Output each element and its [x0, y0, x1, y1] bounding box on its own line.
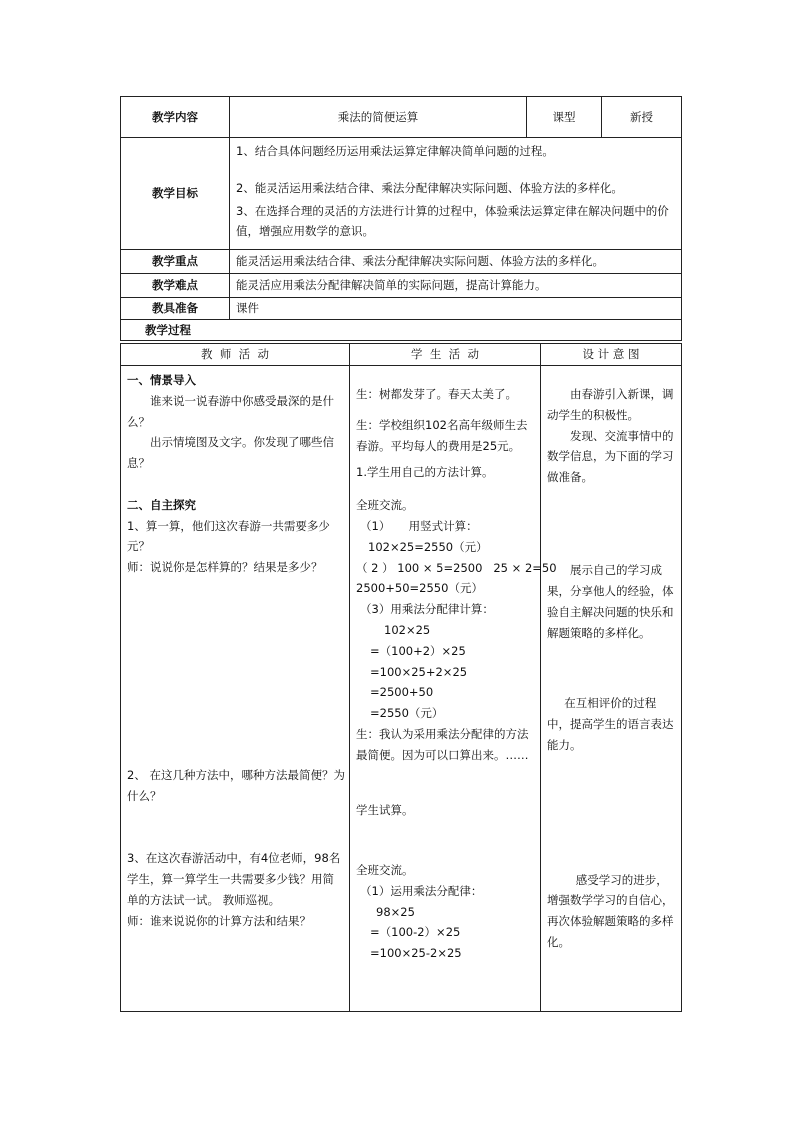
process-body-row [121, 366, 682, 1012]
section2-question3: 3、在这次春游活动中，有4位老师，98名学生，算一算学生一共需要多少钱？用简单的方法试一试。 教师巡视。 [127, 851, 341, 907]
teacher-activity-cell [121, 366, 350, 1012]
section1-question1: 谁来说一说春游中你感受最深的是什么？ [127, 393, 334, 429]
focus-row [121, 250, 682, 274]
n-method1-line2: =（100-2）×25 [370, 925, 461, 940]
design-intent-cell [541, 366, 682, 1012]
content-label: 教学内容 [121, 97, 230, 138]
type-value: 新授 [602, 97, 682, 138]
difficulty-row [121, 274, 682, 298]
method2-line2: 2500+50=2550（元） [356, 581, 483, 596]
student-activity-cell [350, 366, 557, 1012]
process-title-row [121, 320, 682, 341]
col-teacher-header: 教 师 活 动 [121, 344, 350, 366]
difficulty-label: 教学难点 [121, 274, 230, 298]
design-note1: 由春游引入新课，调动学生的积极性。 [547, 387, 674, 422]
n-method1-line1: 98×25 [376, 904, 415, 919]
design-note5: 感受学习的进步，增强数学学习的自信心，再次体验解题策略的多样化。 [547, 872, 674, 949]
focus-label: 教学重点 [121, 250, 230, 274]
method1-line: 102×25=2550（元） [368, 539, 488, 554]
goals-row [121, 138, 682, 250]
student-answer5: 生：我认为采用乘法分配律的方法最简便。因为可以口算出来。…… [356, 726, 529, 762]
section1-title: 一、情景导入 [127, 373, 196, 387]
student-answer2: 生：学校组织102名高年级师生去春游。平均每人的费用是25元。 [356, 417, 528, 453]
goals-content [230, 138, 682, 250]
section2-question1: 1、算一算，他们这次春游一共需要多少元？ [127, 518, 330, 554]
tools-row [121, 298, 682, 320]
tools-value: 课件 [230, 298, 682, 320]
tools-label: 教具准备 [121, 298, 230, 320]
n-method1-title: （1）运用乘法分配律： [360, 883, 483, 898]
student-answer1: 生：树都发芽了。春天太美了。 [356, 387, 517, 401]
focus-value: 能灵活运用乘法结合律、乘法分配律解决实际问题、体验方法的多样化。 [230, 250, 682, 274]
section2-title: 二、自主探究 [127, 497, 196, 512]
process-label: 教学过程 [121, 320, 682, 341]
col-student-header: 学 生 活 动 [350, 344, 541, 366]
student-answer3: 1.学生用自己的方法计算。 [356, 465, 494, 480]
method3-line2: =（100+2）×25 [370, 643, 466, 658]
lesson-info-table [120, 96, 682, 341]
type-label: 课型 [527, 97, 602, 138]
goals-label: 教学目标 [121, 138, 230, 250]
method3-line1: 102×25 [384, 622, 431, 637]
design-note3: 展示自己的学习成果，分享他人的经验，体验自主解决问题的快乐和解题策略的多样化。 [547, 563, 674, 640]
difficulty-value: 能灵活应用乘法分配律解决简单的实际问题，提高计算能力。 [230, 274, 682, 298]
method3-line4: =2500+50 [370, 685, 434, 700]
design-note4: 在互相评价的过程中，提高学生的语言表达能力。 [547, 696, 674, 752]
design-note2: 发现、交流事情中的数学信息，为下面的学习做准备。 [547, 428, 674, 485]
process-table [120, 343, 682, 1012]
student-answer6: 学生试算。 [356, 803, 414, 818]
goal-item-1: 1、结合具体问题经历运用乘法运算定律解决简单问题的过程。 [236, 144, 554, 158]
method2-line1: （ 2 ） 100 × 5=2500 25 × 2=50 [356, 560, 557, 575]
method3-line3: =100×25+2×25 [370, 664, 468, 679]
section1-question2: 出示情境图及文字。你发现了哪些信息？ [127, 435, 334, 471]
goal-item-2: 2、能灵活运用乘法结合律、乘法分配律解决实际问题、体验方法的多样化。 [236, 180, 623, 195]
method3-title: （3）用乘法分配律计算： [360, 602, 494, 617]
col-design-header: 设 计 意 图 [541, 344, 682, 366]
student-answer4: 全班交流。 [356, 498, 414, 513]
content-value: 乘法的简便运算 [230, 97, 527, 138]
method1-title: （1） 用竖式计算： [360, 518, 478, 533]
content-row [121, 97, 682, 138]
section2-question3b: 师：谁来说说你的计算方法和结果？ [127, 913, 311, 928]
process-header-row [121, 344, 682, 366]
student-answer7: 全班交流。 [356, 862, 414, 877]
method3-line5: =2550（元） [370, 706, 444, 721]
goal-item-3: 3、在选择合理的灵活的方法进行计算的过程中，体验乘法运算定律在解决问题中的价值，增强应用数学的意识。 [236, 203, 669, 239]
n-method1-line3: =100×25-2×25 [370, 946, 462, 961]
section2-question2: 2、 在这几种方法中，哪种方法最简便？为什么？ [127, 768, 345, 803]
section2-question1b: 师：说说你是怎样算的？结果是多少？ [127, 560, 323, 575]
